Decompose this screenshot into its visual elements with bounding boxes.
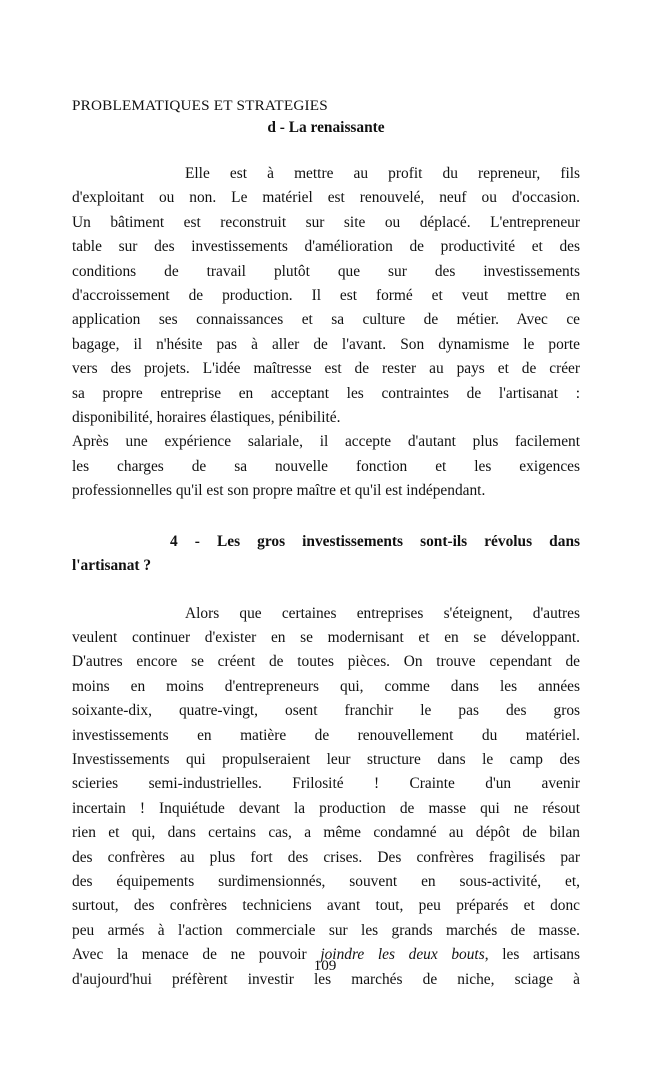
text-line: d'accroissement de production. Il est formé et veut mettre en [72, 287, 580, 305]
paragraph-two [72, 430, 580, 503]
text-line: d'exploitant ou non. Le matériel est renouvelé, neuf ou d'occasion. [72, 189, 580, 207]
heading-line-two: l'artisanat ? [72, 557, 152, 575]
text-line: d'aujourd'hui préfèrent investir les marchés de niche, sciage à [72, 970, 580, 988]
text-line: Alors que certaines entreprises s'éteignent, d'autres [185, 604, 580, 622]
heading-line-one: 4 - Les gros investissements sont-ils révolus dans [170, 532, 580, 550]
text-line: application ses connaissances et sa culture de métier. Avec ce [72, 311, 580, 329]
text-line: incertain ! Inquiétude devant la production de masse qui ne résout [72, 799, 580, 817]
text-line: Après une expérience salariale, il accepte d'autant plus facilement [72, 433, 580, 451]
text-line: soixante-dix, quatre-vingt, osent franchir le pas des gros [72, 702, 580, 720]
text-line: peu armés à l'action commerciale sur les grands marchés de masse. [72, 921, 580, 939]
italic-phrase: joindre les deux bouts [320, 946, 485, 964]
text-line: des équipements surdimensionnés, souvent en sous-activité, et, [72, 872, 580, 890]
spacer-before-heading [72, 504, 580, 530]
text-line: D'autres encore se créent de toutes pièces. On trouve cependant de [72, 653, 580, 671]
running-header: PROBLEMATIQUES ET STRATEGIES [72, 97, 328, 114]
text-line: des confrères au plus fort des crises. Des confrères fragilisés par [72, 848, 580, 866]
text-line: Elle est à mettre au profit du repreneur, fils [185, 165, 580, 182]
text-line: veulent continuer d'exister en se modernisant et en se développant. [72, 628, 580, 646]
paragraph-one [72, 162, 580, 430]
text-line: investissements en matière de renouvellement du matériel. [72, 726, 580, 744]
text-line: table sur des investissements d'amélioration de productivité et des [72, 238, 580, 256]
text-line: sa propre entreprise en acceptant les contraintes de l'artisanat : [72, 384, 580, 402]
italic-line-suffix: , les artisans [484, 946, 580, 964]
spacer-after-heading [72, 579, 580, 602]
text-line: rien et qui, dans certains cas, a même condamné au dépôt de bilan [72, 824, 580, 842]
text-line: vers des projets. L'idée maîtresse est de rester au pays et de créer [72, 360, 580, 378]
text-line: moins en moins d'entrepreneurs qui, comme dans les années [72, 677, 580, 695]
text-line: bagage, il n'hésite pas à aller de l'avant. Son dynamisme le porte [72, 335, 580, 353]
section-subtitle: d - La renaissante [267, 119, 385, 136]
text-line: les charges de sa nouvelle fonction et les exigences [72, 457, 580, 475]
text-line: conditions de travail plutôt que sur des investissements [72, 262, 580, 280]
paragraph-three [72, 602, 580, 993]
text-line: scieries semi-industrielles. Frilosité ! Crainte d'un avenir [72, 775, 580, 793]
italic-line-prefix: Avec la menace de ne pouvoir [72, 946, 321, 964]
heading-section-4 [72, 530, 580, 579]
text-line: Investissements qui propulseraient leur structure dans le camp des [72, 750, 580, 768]
text-block [72, 96, 580, 992]
text-line: disponibilité, horaires élastiques, pénibilité. [72, 409, 341, 427]
text-line: professionnelles qu'il est son propre maître et qu'il est indépendant. [72, 482, 486, 500]
spacer-after-title [72, 139, 580, 162]
page-number: 109 [313, 957, 337, 974]
text-line: Un bâtiment est reconstruit sur site ou déplacé. L'entrepreneur [72, 213, 580, 231]
text-line: surtout, des confrères techniciens avant tout, peu préparés et donc [72, 897, 580, 915]
